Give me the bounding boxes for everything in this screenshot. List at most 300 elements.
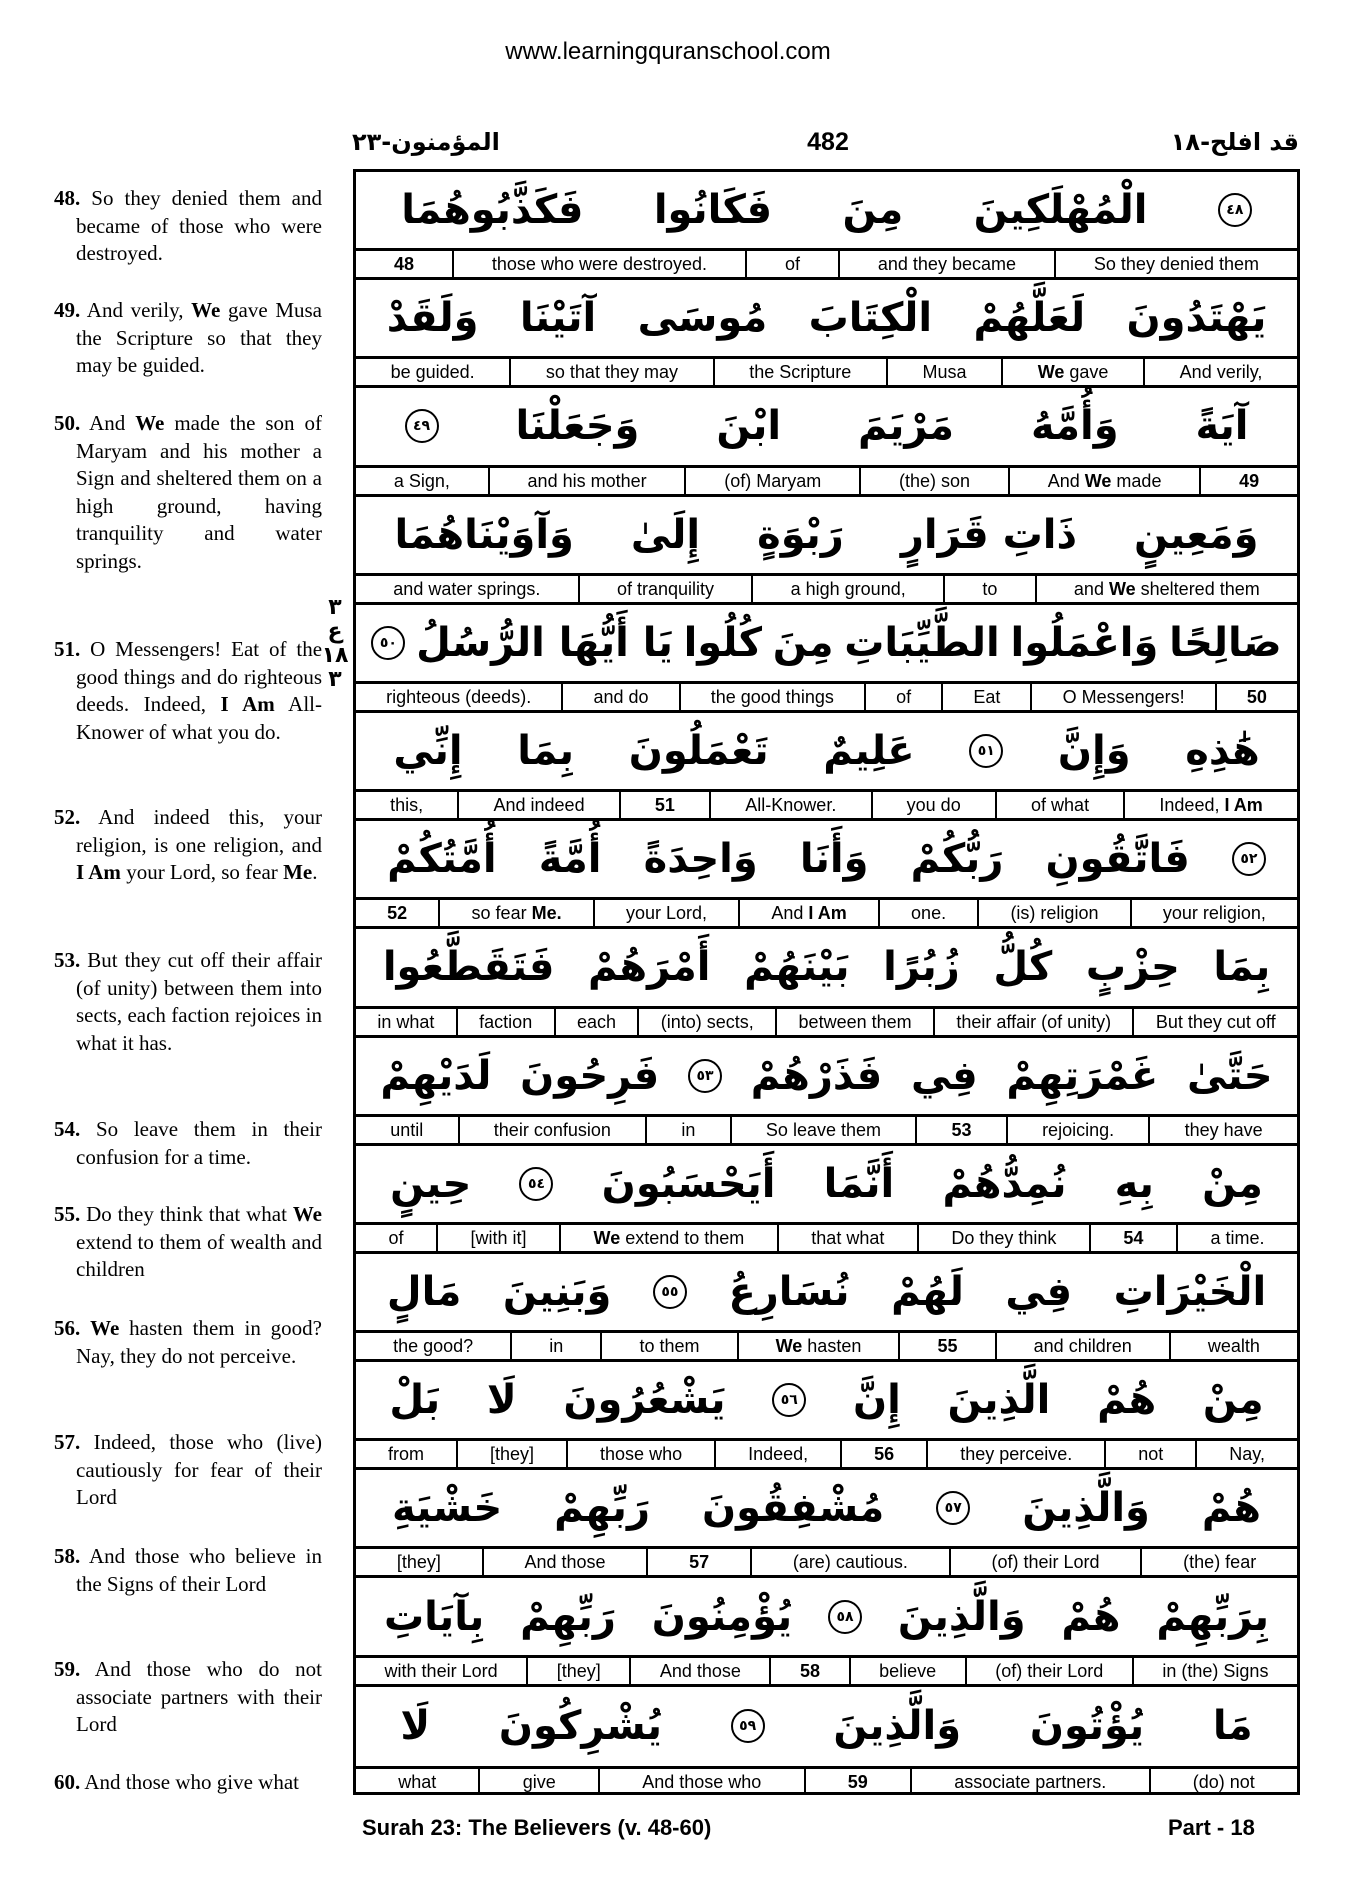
note-segment: We bbox=[90, 1316, 120, 1340]
cell-segment: Musa bbox=[922, 362, 967, 383]
cell-segment: and do bbox=[593, 686, 649, 707]
note-segment: So leave them in their confusion for a time. bbox=[76, 1117, 322, 1169]
cell-segment: 54 bbox=[1123, 1227, 1144, 1248]
arabic-line bbox=[356, 929, 1297, 1008]
arabic-word: مَرْيَمَ bbox=[858, 403, 955, 450]
english-word-cell bbox=[933, 1009, 1132, 1035]
english-word-cell bbox=[943, 576, 1035, 602]
arabic-word: يُشْرِكُونَ bbox=[498, 1703, 662, 1750]
arabic-line bbox=[356, 1578, 1297, 1657]
note-segment: And indeed this, your religion, is one religion, and bbox=[76, 805, 322, 857]
cell-segment: [they] bbox=[556, 1660, 601, 1681]
cell-segment: We bbox=[775, 1336, 803, 1357]
ruku-bottom: ٣ bbox=[328, 667, 342, 692]
english-word-cell bbox=[1148, 1117, 1297, 1143]
verse-end-marker: ٥٦ bbox=[772, 1383, 806, 1417]
cell-segment: (of) Maryam bbox=[724, 470, 822, 491]
cell-segment: 55 bbox=[937, 1336, 958, 1357]
note-segment: But they cut off their affair (of unity) between them into sects, each faction rejoices in what it has. bbox=[76, 948, 323, 1055]
english-word-cell bbox=[1215, 684, 1297, 710]
cell-segment: 52 bbox=[387, 903, 408, 924]
arabic-line bbox=[356, 1687, 1297, 1769]
english-line bbox=[356, 1769, 1297, 1795]
english-word-cell bbox=[714, 1441, 840, 1467]
arabic-line bbox=[356, 1470, 1297, 1549]
cell-segment: Do they think bbox=[951, 1227, 1057, 1248]
cell-segment: And bbox=[771, 903, 809, 924]
english-word-cell bbox=[566, 1441, 714, 1467]
ruku-top: ٣ bbox=[328, 595, 342, 620]
english-word-cell bbox=[775, 1009, 933, 1035]
cell-segment: so that they may bbox=[545, 362, 678, 383]
arabic-word: نُسَارِعُ bbox=[728, 1268, 850, 1315]
english-word-cell bbox=[965, 1658, 1132, 1684]
table-row bbox=[356, 1254, 1297, 1362]
english-line bbox=[356, 468, 1297, 497]
arabic-word: الْمُهْلَكِينَ bbox=[973, 187, 1148, 234]
arabic-word: يُؤْمِنُونَ bbox=[651, 1593, 793, 1640]
cell-segment: (is) religion bbox=[1010, 903, 1099, 924]
english-word-cell bbox=[559, 1225, 777, 1251]
cell-segment: the good? bbox=[393, 1336, 474, 1357]
english-word-cell bbox=[356, 684, 561, 710]
cell-segment: Nay, bbox=[1229, 1444, 1265, 1465]
verse-number: 60. bbox=[54, 1770, 81, 1794]
arabic-word: الَّذِينَ bbox=[947, 1377, 1051, 1424]
note-text bbox=[54, 1769, 322, 1797]
note-verse bbox=[54, 947, 322, 1057]
arabic-word: وَمَعِينٍ bbox=[1133, 511, 1259, 558]
cell-segment: so fear bbox=[471, 903, 532, 924]
note-text bbox=[54, 1116, 322, 1171]
english-word-cell bbox=[646, 1549, 750, 1575]
verse-end-marker: ٥٨ bbox=[828, 1600, 862, 1634]
arabic-word: الْخَيْرَاتِ bbox=[1113, 1268, 1267, 1315]
arabic-word: إِنِّي bbox=[393, 728, 463, 775]
table-row bbox=[356, 280, 1297, 388]
note-verse bbox=[54, 1201, 322, 1284]
arabic-word: وَاحِدَةً bbox=[643, 836, 758, 883]
english-word-cell bbox=[859, 468, 1008, 494]
verse-number: 53. bbox=[54, 948, 81, 972]
english-line bbox=[356, 1333, 1297, 1362]
cell-segment: [they] bbox=[490, 1444, 535, 1465]
note-verse bbox=[54, 1543, 322, 1598]
arabic-word: وَاعْمَلُوا bbox=[1010, 619, 1159, 666]
arabic-word: لَهُمْ bbox=[891, 1268, 964, 1315]
arabic-word: ذَاتِ قَرَارٍ bbox=[900, 511, 1077, 558]
english-word-cell bbox=[488, 468, 685, 494]
english-word-cell bbox=[456, 1009, 554, 1035]
cell-segment: 49 bbox=[1239, 470, 1260, 491]
arabic-word: مَالٍ bbox=[386, 1268, 462, 1315]
arabic-word: حِينٍ bbox=[390, 1160, 472, 1207]
note-verse bbox=[54, 804, 322, 887]
cell-segment: you do bbox=[906, 795, 961, 816]
cell-segment: 59 bbox=[847, 1771, 868, 1792]
arabic-word: أَمْرَهُمْ bbox=[588, 944, 711, 991]
cell-segment: in bbox=[681, 1119, 696, 1140]
cell-segment: associate partners. bbox=[954, 1771, 1107, 1792]
cell-segment: their affair (of unity) bbox=[956, 1011, 1112, 1032]
english-line bbox=[356, 359, 1297, 388]
english-word-cell bbox=[751, 576, 943, 602]
cell-segment: We bbox=[1108, 578, 1136, 599]
english-line bbox=[356, 251, 1297, 280]
cell-segment: be guided. bbox=[390, 362, 475, 383]
arabic-word: وَلَقَدْ bbox=[386, 295, 479, 342]
english-word-cell bbox=[356, 468, 488, 494]
verse-end-marker: ٥٠ bbox=[371, 626, 405, 660]
cell-segment: We bbox=[1037, 362, 1065, 383]
cell-segment: each bbox=[576, 1011, 617, 1032]
arabic-word: فِي bbox=[1005, 1268, 1073, 1315]
arabic-word: لَا bbox=[486, 1377, 517, 1424]
verse-number: 52. bbox=[54, 805, 81, 829]
note-segment: So they denied them and became of those who were destroyed. bbox=[76, 186, 323, 265]
arabic-word: هُمْ bbox=[1061, 1593, 1121, 1640]
english-word-cell bbox=[510, 1333, 600, 1359]
note-segment: And those who do not associate partners with their Lord bbox=[76, 1657, 322, 1736]
cell-segment: 50 bbox=[1246, 686, 1267, 707]
note-text bbox=[54, 297, 322, 380]
english-word-cell bbox=[478, 1769, 597, 1795]
cell-segment: a time. bbox=[1210, 1227, 1265, 1248]
note-verse bbox=[54, 1116, 322, 1171]
arabic-word: رَبُّكُمْ bbox=[910, 836, 1004, 883]
english-word-cell bbox=[849, 1658, 965, 1684]
arabic-word: آتَيْنَا bbox=[519, 295, 597, 342]
arabic-word: يَا أَيُّهَا الرُّسُلُ bbox=[416, 619, 673, 666]
note-segment: And those who give what bbox=[84, 1770, 299, 1794]
arabic-word: مِنْ bbox=[1202, 1377, 1264, 1424]
english-word-cell bbox=[438, 900, 592, 926]
verse-end-marker: ٥٥ bbox=[653, 1275, 687, 1309]
verse-number: 56. bbox=[54, 1316, 81, 1340]
arabic-word: بَيْنَهُمْ bbox=[744, 944, 850, 991]
english-word-cell bbox=[1030, 684, 1214, 710]
verse-end-marker: ٥٢ bbox=[1232, 842, 1266, 876]
arabic-line bbox=[356, 280, 1297, 359]
cell-segment: rejoicing. bbox=[1042, 1119, 1115, 1140]
arabic-word: فَاتَّقُونِ bbox=[1045, 836, 1190, 883]
cell-segment: a Sign, bbox=[393, 470, 450, 491]
arabic-line bbox=[356, 1038, 1297, 1117]
arabic-word: وَالَّذِينَ bbox=[833, 1703, 962, 1750]
english-line bbox=[356, 792, 1297, 821]
cell-segment: and they became bbox=[877, 254, 1016, 275]
english-word-cell bbox=[864, 684, 941, 710]
table-row bbox=[356, 713, 1297, 821]
note-segment: O Messengers! Eat of the good things and do righteous deeds. Indeed, bbox=[76, 637, 323, 716]
note-segment: gave Musa the Scripture so that they may be guided. bbox=[76, 298, 323, 377]
cell-segment: of bbox=[896, 686, 912, 707]
footer-part: Part - 18 bbox=[1168, 1815, 1255, 1840]
english-word-cell bbox=[745, 251, 838, 277]
note-text bbox=[54, 1201, 322, 1284]
verse-end-marker: ٤٩ bbox=[405, 409, 439, 443]
arabic-word: ابْنَ bbox=[716, 403, 782, 450]
english-word-cell bbox=[356, 1333, 510, 1359]
english-word-cell bbox=[1054, 251, 1297, 277]
cell-segment: 48 bbox=[393, 254, 414, 275]
cell-segment: Indeed, bbox=[748, 1444, 809, 1465]
english-word-cell bbox=[619, 792, 709, 818]
cell-segment: this, bbox=[390, 795, 424, 816]
page-number: 482 bbox=[807, 128, 849, 156]
arabic-word: غَمْرَتِهِمْ bbox=[1006, 1052, 1159, 1099]
cell-segment: (into) sects, bbox=[660, 1011, 754, 1032]
verse-number: 54. bbox=[54, 1117, 81, 1141]
arabic-word: الْكِتَابَ bbox=[808, 295, 933, 342]
english-word-cell bbox=[1176, 1225, 1297, 1251]
arabic-word: أَيَحْسَبُونَ bbox=[601, 1160, 776, 1207]
word-by-word-table bbox=[353, 169, 1300, 1795]
english-word-cell bbox=[995, 792, 1123, 818]
table-row bbox=[356, 388, 1297, 496]
english-word-cell bbox=[995, 1333, 1169, 1359]
english-word-cell bbox=[356, 251, 452, 277]
cell-segment: those who were destroyed. bbox=[491, 254, 708, 275]
arabic-word: مِنَ bbox=[842, 187, 904, 234]
english-word-cell bbox=[578, 576, 752, 602]
arabic-word: وَجَعَلْنَا bbox=[515, 403, 640, 450]
cell-segment: And those bbox=[659, 1660, 741, 1681]
note-text bbox=[54, 185, 322, 268]
cell-segment: (of) their Lord bbox=[995, 1660, 1104, 1681]
verse-end-marker: ٥٧ bbox=[936, 1491, 970, 1525]
arabic-word: حِزْبٍ bbox=[1085, 944, 1180, 991]
cell-segment: those who bbox=[600, 1444, 683, 1465]
arabic-word: عَلِيمٌ bbox=[823, 728, 915, 775]
table-row bbox=[356, 1362, 1297, 1470]
cell-segment: 56 bbox=[874, 1444, 895, 1465]
cell-segment: righteous (deeds). bbox=[386, 686, 532, 707]
english-line bbox=[356, 900, 1297, 929]
arabic-word: أُمَّةً bbox=[538, 836, 602, 883]
cell-segment: from bbox=[388, 1444, 424, 1465]
note-segment: And those who believe in the Signs of their Lord bbox=[76, 1544, 323, 1596]
arabic-line bbox=[356, 1362, 1297, 1441]
english-word-cell bbox=[738, 900, 878, 926]
note-segment: And bbox=[89, 411, 136, 435]
arabic-word: رَبِّهِمْ bbox=[554, 1485, 650, 1532]
cell-segment: between them bbox=[798, 1011, 912, 1032]
arabic-word: مَا bbox=[1212, 1703, 1253, 1750]
arabic-line bbox=[356, 605, 1297, 684]
table-row bbox=[356, 1470, 1297, 1578]
note-text bbox=[54, 947, 322, 1057]
english-word-cell bbox=[769, 1658, 848, 1684]
cell-segment: I Am bbox=[1224, 795, 1263, 816]
english-word-cell bbox=[1132, 1658, 1297, 1684]
english-line bbox=[356, 1549, 1297, 1578]
english-word-cell bbox=[1140, 1549, 1297, 1575]
english-word-cell bbox=[1001, 359, 1143, 385]
arabic-word: إِلَىٰ bbox=[630, 511, 701, 558]
cell-segment: of bbox=[784, 254, 800, 275]
cell-segment: I Am bbox=[808, 903, 847, 924]
note-segment: made the son of Maryam and his mother a Sign and sheltered them on a high ground, having tranquility and water springs. bbox=[76, 411, 323, 573]
english-word-cell bbox=[977, 900, 1129, 926]
cell-segment: wealth bbox=[1207, 1336, 1260, 1357]
cell-segment: the good things bbox=[710, 686, 834, 707]
cell-segment: And indeed bbox=[493, 795, 585, 816]
arabic-word: هُمْ bbox=[1201, 1485, 1262, 1532]
table-row bbox=[356, 1146, 1297, 1254]
ruku-marker bbox=[312, 596, 358, 716]
arabic-word: نُمِدُّهُمْ bbox=[942, 1160, 1067, 1207]
cell-segment: So they denied them bbox=[1093, 254, 1260, 275]
arabic-word: وَإِنَّ bbox=[1057, 728, 1131, 775]
table-row bbox=[356, 1578, 1297, 1686]
english-word-cell bbox=[600, 1333, 736, 1359]
arabic-line bbox=[356, 497, 1297, 576]
english-word-cell bbox=[356, 1009, 456, 1035]
english-word-cell bbox=[593, 900, 738, 926]
cell-segment: hasten bbox=[802, 1336, 862, 1357]
english-word-cell bbox=[926, 1441, 1104, 1467]
table-row bbox=[356, 1687, 1297, 1795]
english-word-cell bbox=[910, 1769, 1149, 1795]
cell-segment: and water springs. bbox=[393, 578, 541, 599]
cell-segment: and his mother bbox=[527, 470, 647, 491]
footer-surah-title: Surah 23: The Believers (v. 48-60) bbox=[362, 1815, 712, 1840]
english-word-cell bbox=[452, 251, 745, 277]
english-line bbox=[356, 1658, 1297, 1687]
note-segment: I Am bbox=[220, 692, 275, 716]
table-row bbox=[356, 172, 1297, 280]
arabic-line bbox=[356, 821, 1297, 900]
arabic-word: مُشْفِقُونَ bbox=[701, 1485, 885, 1532]
arabic-word: فِي bbox=[910, 1052, 978, 1099]
arabic-word: وَآوَيْنَاهُمَا bbox=[394, 511, 574, 558]
arabic-word: يَشْعُرُونَ bbox=[563, 1377, 726, 1424]
note-segment: All-Knower of what you do. bbox=[76, 692, 322, 744]
verse-number: 58. bbox=[54, 1544, 81, 1568]
english-word-cell bbox=[1130, 900, 1297, 926]
note-segment: Do they think that what bbox=[86, 1202, 293, 1226]
cell-segment: your religion, bbox=[1162, 903, 1266, 924]
english-word-cell bbox=[1006, 1117, 1149, 1143]
arabic-word: يَهْتَدُونَ bbox=[1126, 295, 1267, 342]
arabic-line bbox=[356, 713, 1297, 792]
arabic-word: آيَةً bbox=[1195, 403, 1249, 450]
site-url: www.learningquranschool.com bbox=[505, 38, 831, 65]
note-verse bbox=[54, 410, 322, 575]
english-word-cell bbox=[457, 792, 618, 818]
cell-segment: And those who bbox=[642, 1771, 762, 1792]
cell-segment: 57 bbox=[689, 1552, 710, 1573]
english-word-cell bbox=[629, 1658, 769, 1684]
cell-segment: they perceive. bbox=[960, 1444, 1073, 1465]
cell-segment: not bbox=[1138, 1444, 1164, 1465]
english-word-cell bbox=[917, 1225, 1089, 1251]
verse-end-marker: ٥٤ bbox=[519, 1167, 553, 1201]
note-segment: extend to them of wealth and children bbox=[76, 1229, 322, 1281]
note-segment: I Am bbox=[76, 860, 121, 884]
cell-segment: And bbox=[1047, 470, 1085, 491]
english-word-cell bbox=[1132, 1009, 1297, 1035]
note-text bbox=[54, 410, 322, 575]
english-word-cell bbox=[1104, 1441, 1195, 1467]
verse-number: 48. bbox=[54, 186, 81, 210]
english-word-cell bbox=[1143, 359, 1297, 385]
english-word-cell bbox=[356, 1658, 526, 1684]
arabic-word: أُمَّتُكُمْ bbox=[387, 836, 497, 883]
english-word-cell bbox=[1123, 792, 1297, 818]
cell-segment: of bbox=[388, 1227, 404, 1248]
arabic-word: فَكَانُوا bbox=[653, 187, 773, 234]
verse-number: 57. bbox=[54, 1430, 81, 1454]
note-text bbox=[54, 636, 322, 746]
english-word-cell bbox=[1035, 576, 1297, 602]
note-segment: We bbox=[292, 1202, 323, 1226]
ruku-middle: ع ١٨ bbox=[321, 619, 349, 668]
verse-number: 49. bbox=[54, 298, 81, 322]
arabic-word: هَٰذِهِ bbox=[1185, 728, 1260, 775]
english-word-cell bbox=[737, 1333, 899, 1359]
cell-segment: one. bbox=[911, 903, 947, 924]
note-verse bbox=[54, 297, 322, 380]
english-word-cell bbox=[871, 792, 995, 818]
english-word-cell bbox=[356, 1441, 456, 1467]
arabic-word: رَبْوَةٍ bbox=[757, 511, 844, 558]
cell-segment: (do) not bbox=[1192, 1771, 1255, 1792]
verse-number: 55. bbox=[54, 1202, 81, 1226]
verse-number: 59. bbox=[54, 1657, 81, 1681]
arabic-word: فَكَذَّبُوهُمَا bbox=[401, 187, 584, 234]
english-word-cell bbox=[713, 359, 886, 385]
english-word-cell bbox=[838, 251, 1054, 277]
arabic-line bbox=[356, 388, 1297, 467]
arabic-line bbox=[356, 172, 1297, 251]
english-word-cell bbox=[777, 1225, 917, 1251]
note-segment: hasten them in good? Nay, they do not perceive. bbox=[76, 1316, 322, 1368]
arabic-word: بِمَا bbox=[1213, 944, 1271, 991]
cell-segment: 53 bbox=[951, 1119, 972, 1140]
english-word-cell bbox=[554, 1009, 638, 1035]
english-word-cell bbox=[356, 1117, 458, 1143]
cell-segment: believe bbox=[879, 1660, 937, 1681]
english-word-cell bbox=[1008, 468, 1199, 494]
cell-segment: made bbox=[1111, 470, 1162, 491]
arabic-word: لَعَلَّهُمْ bbox=[973, 295, 1086, 342]
cell-segment: with their Lord bbox=[384, 1660, 498, 1681]
cell-segment: sheltered them bbox=[1135, 578, 1260, 599]
cell-segment: And verily, bbox=[1179, 362, 1263, 383]
verse-end-marker: ٥٣ bbox=[688, 1059, 722, 1093]
cell-segment: the Scripture bbox=[749, 362, 852, 383]
arabic-word: فَتَقَطَّعُوا bbox=[382, 944, 555, 991]
arabic-word: خَشْيَةِ bbox=[392, 1485, 503, 1532]
cell-segment: So leave them bbox=[765, 1119, 881, 1140]
note-text bbox=[54, 1543, 322, 1598]
english-word-cell bbox=[878, 900, 977, 926]
english-word-cell bbox=[356, 1225, 436, 1251]
arabic-word: مُوسَى bbox=[637, 295, 768, 342]
arabic-word: وَالَّذِينَ bbox=[1022, 1485, 1150, 1532]
cell-segment: what bbox=[398, 1771, 437, 1792]
english-line bbox=[356, 1441, 1297, 1470]
cell-segment: gave bbox=[1064, 362, 1109, 383]
arabic-word: الطَّيِّبَاتِ bbox=[844, 619, 1000, 666]
table-row bbox=[356, 605, 1297, 713]
english-word-cell bbox=[1199, 468, 1297, 494]
verse-end-marker: ٥١ bbox=[969, 734, 1003, 768]
cell-segment: 51 bbox=[654, 795, 675, 816]
arabic-word: حَتَّىٰ bbox=[1187, 1052, 1273, 1099]
